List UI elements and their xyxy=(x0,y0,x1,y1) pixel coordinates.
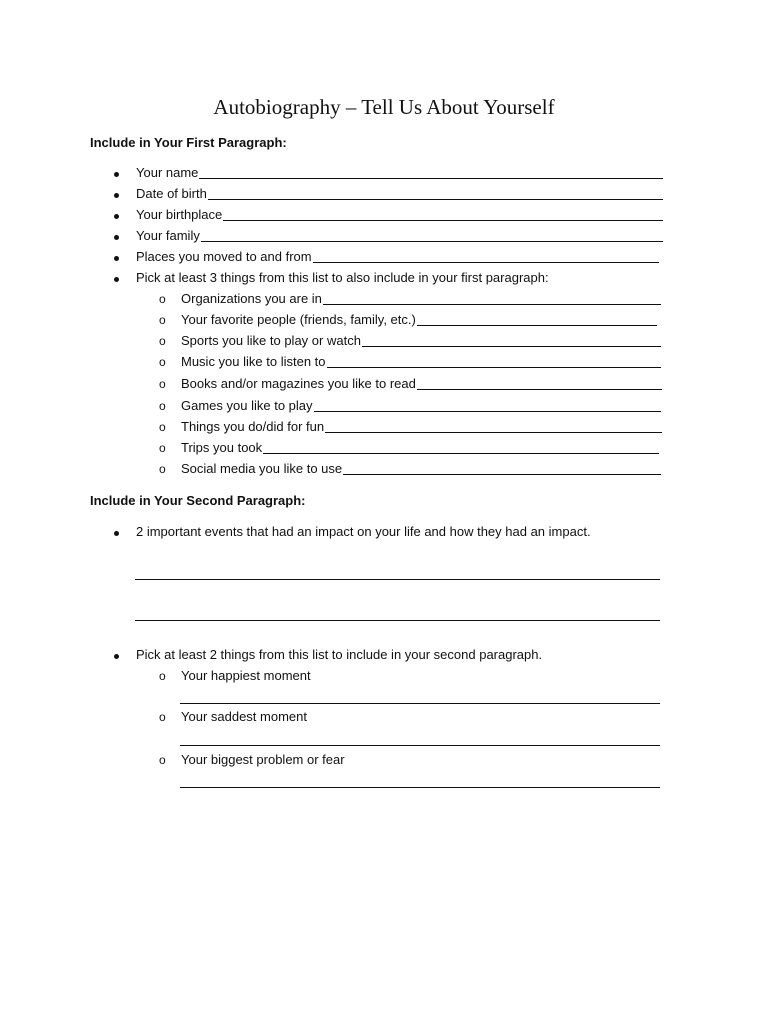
saddest-moment-label-row xyxy=(181,708,661,726)
organizations-field-line[interactable] xyxy=(323,304,661,305)
music-field-line[interactable] xyxy=(327,367,661,368)
pick-three-instruction xyxy=(136,269,663,287)
sub-bullet-marker: o xyxy=(159,441,166,455)
bullet-marker xyxy=(114,654,119,659)
games-field-line[interactable] xyxy=(314,411,661,412)
organizations-field-row[interactable] xyxy=(181,290,661,308)
favorite-people-field-line[interactable] xyxy=(417,325,657,326)
biggest-fear-answer-line[interactable] xyxy=(180,787,660,788)
field-label-birthplace: Your birthplace xyxy=(136,207,223,222)
sub-bullet-marker: o xyxy=(159,462,166,476)
events-answer-line-2[interactable] xyxy=(135,620,660,621)
fun-field-row[interactable] xyxy=(181,418,662,436)
birthplace-field-row[interactable] xyxy=(136,206,663,224)
field-label-sports: Sports you like to play or watch xyxy=(181,333,361,348)
social-media-field-line[interactable] xyxy=(343,474,661,475)
saddest-moment-answer-line[interactable] xyxy=(180,745,660,746)
field-label-name: Your name xyxy=(136,165,199,180)
field-label-saddest-moment: Your saddest moment xyxy=(181,709,307,724)
sub-bullet-marker: o xyxy=(159,753,166,767)
bullet-marker xyxy=(114,531,119,536)
instruction-text: Pick at least 3 things from this list to also include in your first paragraph: xyxy=(136,270,549,285)
bullet-marker xyxy=(114,256,119,261)
field-label-organizations: Organizations you are in xyxy=(181,291,322,306)
events-instruction xyxy=(136,523,663,541)
sports-field-line[interactable] xyxy=(362,346,661,347)
family-field-line[interactable] xyxy=(201,241,663,242)
field-label-trips: Trips you took xyxy=(181,440,263,455)
fun-field-line[interactable] xyxy=(325,432,662,433)
sub-bullet-marker: o xyxy=(159,377,166,391)
sub-bullet-marker: o xyxy=(159,669,166,683)
sub-bullet-marker: o xyxy=(159,710,166,724)
second-paragraph-heading: Include in Your Second Paragraph: xyxy=(90,493,306,508)
bullet-marker xyxy=(114,172,119,177)
field-label-dob: Date of birth xyxy=(136,186,207,201)
sub-bullet-marker: o xyxy=(159,334,166,348)
dob-field-row[interactable] xyxy=(136,185,663,203)
biggest-fear-label-row xyxy=(181,751,661,769)
sub-bullet-marker: o xyxy=(159,313,166,327)
family-field-row[interactable] xyxy=(136,227,663,245)
field-label-games: Games you like to play xyxy=(181,398,313,413)
places-field-line[interactable] xyxy=(313,262,659,263)
field-label-social-media: Social media you like to use xyxy=(181,461,343,476)
books-field-row[interactable] xyxy=(181,375,662,393)
happiest-moment-label-row xyxy=(181,667,661,685)
instruction-text: 2 important events that had an impact on your life and how they had an impact. xyxy=(136,524,591,539)
field-label-biggest-fear: Your biggest problem or fear xyxy=(181,752,345,767)
pick-two-instruction xyxy=(136,646,663,664)
bullet-marker xyxy=(114,235,119,240)
trips-field-line[interactable] xyxy=(263,453,659,454)
field-label-fun: Things you do/did for fun xyxy=(181,419,325,434)
games-field-row[interactable] xyxy=(181,397,661,415)
instruction-text: Pick at least 2 things from this list to include in your second paragraph. xyxy=(136,647,543,662)
bullet-marker xyxy=(114,193,119,198)
page-title: Autobiography – Tell Us About Yourself xyxy=(213,95,555,119)
events-answer-line-1[interactable] xyxy=(135,579,660,580)
favorite-people-field-row[interactable] xyxy=(181,311,657,329)
field-label-family: Your family xyxy=(136,228,200,243)
name-field-line[interactable] xyxy=(199,178,663,179)
sports-field-row[interactable] xyxy=(181,332,661,350)
happiest-moment-answer-line[interactable] xyxy=(180,703,660,704)
trips-field-row[interactable] xyxy=(181,439,659,457)
sub-bullet-marker: o xyxy=(159,355,166,369)
first-paragraph-heading: Include in Your First Paragraph: xyxy=(90,135,287,150)
music-field-row[interactable] xyxy=(181,353,661,371)
places-field-row[interactable] xyxy=(136,248,659,266)
field-label-happiest-moment: Your happiest moment xyxy=(181,668,311,683)
dob-field-line[interactable] xyxy=(208,199,663,200)
social-media-field-row[interactable] xyxy=(181,460,661,478)
field-label-favorite-people: Your favorite people (friends, family, etc.) xyxy=(181,312,416,327)
field-label-books: Books and/or magazines you like to read xyxy=(181,376,416,391)
sub-bullet-marker: o xyxy=(159,292,166,306)
bullet-marker xyxy=(114,277,119,282)
books-field-line[interactable] xyxy=(417,389,662,390)
field-label-music: Music you like to listen to xyxy=(181,354,326,369)
sub-bullet-marker: o xyxy=(159,399,166,413)
name-field-row[interactable] xyxy=(136,164,663,182)
bullet-marker xyxy=(114,214,119,219)
sub-bullet-marker: o xyxy=(159,420,166,434)
field-label-places: Places you moved to and from xyxy=(136,249,312,264)
birthplace-field-line[interactable] xyxy=(223,220,663,221)
